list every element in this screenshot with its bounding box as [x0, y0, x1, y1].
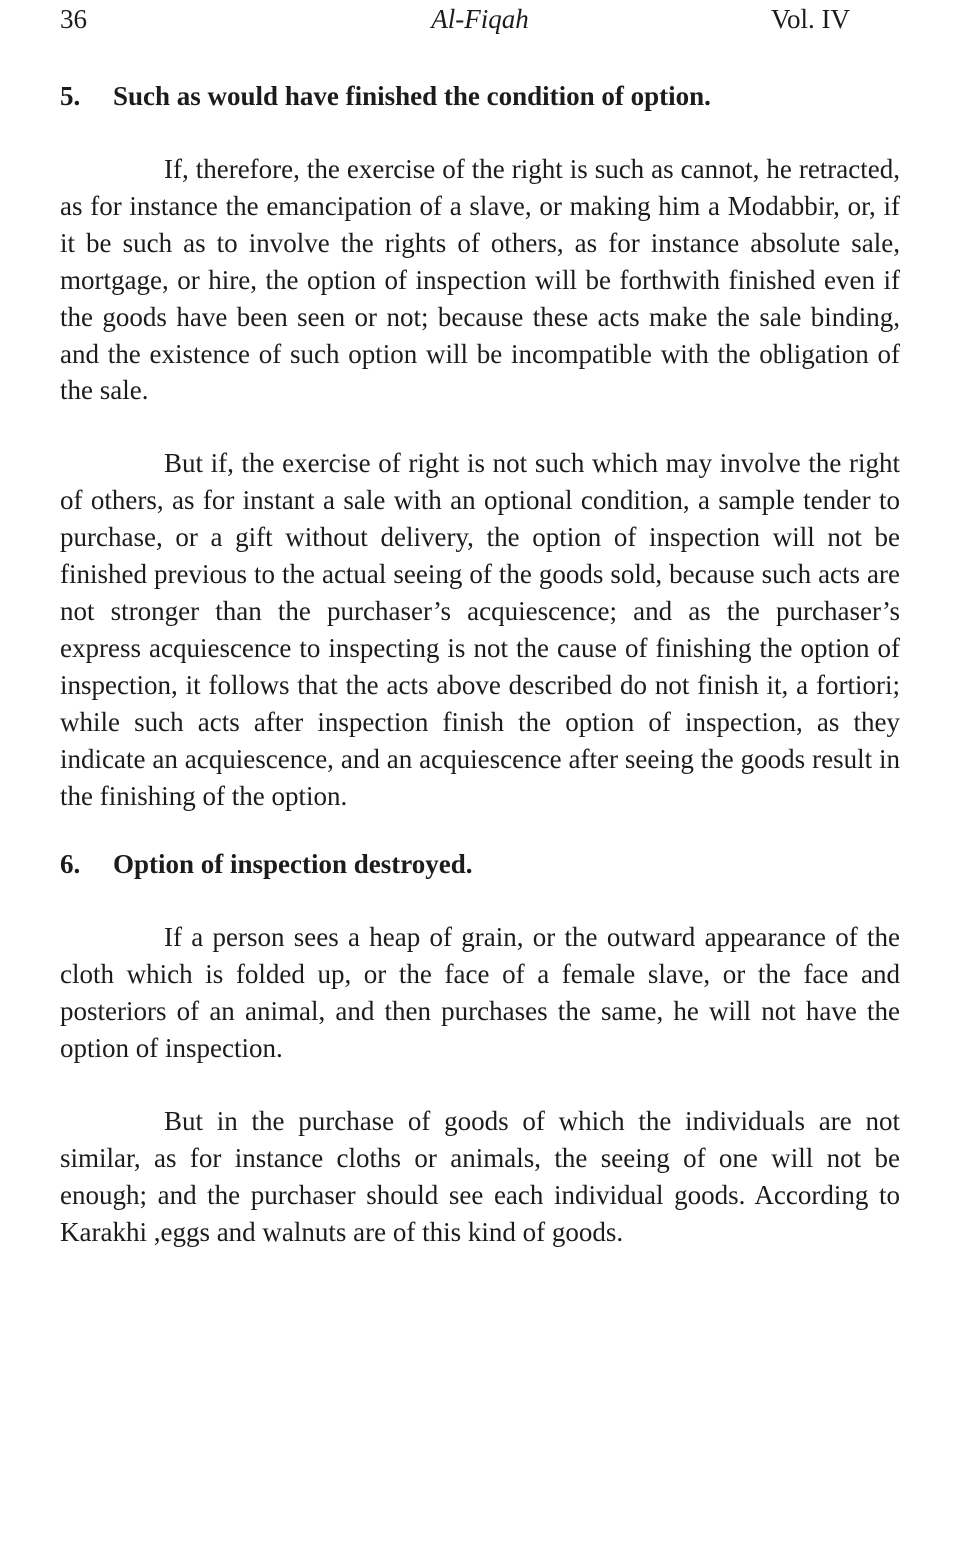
body-paragraph: But if, the exercise of right is not such which may involve the right of others, as for instant a sale with an optional condition, a sample tender to purchase, or a gift without delivery, the option of inspection will not be finished previous to the actual seeing of the goods sold, because such acts are not stronger than the purchaser’s acquiescence; and as the purchaser’s express acquiescence to inspecting is not the cause of finishing the option of inspection, it follows that the acts above described do not finish it, a fortiori; while such acts after inspection finish the option of inspection, as they indicate an acquiescence, and an acquiescence after seeing the goods result in the finishing of the option.: [60, 448, 900, 811]
body-paragraph: If, therefore, the exercise of the right is such as cannot, he retracted, as for instance the emancipation of a slave, or making him a Modabbir, or, if it be such as to involve the rights of others, as for instance absolute sale, mortgage, or hire, the option of inspection will be forthwith finished even if the goods have been seen or not; because these acts make the sale binding, and the existence of such option will be incompatible with the obligation of the sale.: [60, 154, 900, 406]
section-5: [60, 78, 900, 814]
section-title: Such as would have finished the condition of option.: [113, 81, 711, 111]
volume-label: Vol. IV: [770, 4, 850, 34]
body-paragraph: But in the purchase of goods of which the individuals are not similar, as for instance cloths or animals, the seeing of one will not be enough; and the purchaser should see each individual goods. According to Karakhi ,eggs and walnuts are of this kind of goods.: [60, 1106, 900, 1247]
page-number: 36: [60, 4, 87, 34]
body-paragraph: If a person sees a heap of grain, or the outward appearance of the cloth which is folded up, or the face of a female slave, or the face and posteriors of an animal, and then purchases the same, he will not have the option of inspection.: [60, 922, 900, 1064]
section-heading: [60, 78, 900, 115]
book-title: Al-Fiqah: [431, 4, 529, 34]
section-number: 5.: [60, 81, 81, 111]
section-number: 6.: [60, 849, 81, 880]
document-page: [60, 0, 900, 1251]
section-heading: [60, 846, 900, 883]
section-6: [60, 846, 900, 1250]
section-title: Option of inspection destroyed.: [113, 849, 473, 880]
running-header: [60, 0, 900, 50]
